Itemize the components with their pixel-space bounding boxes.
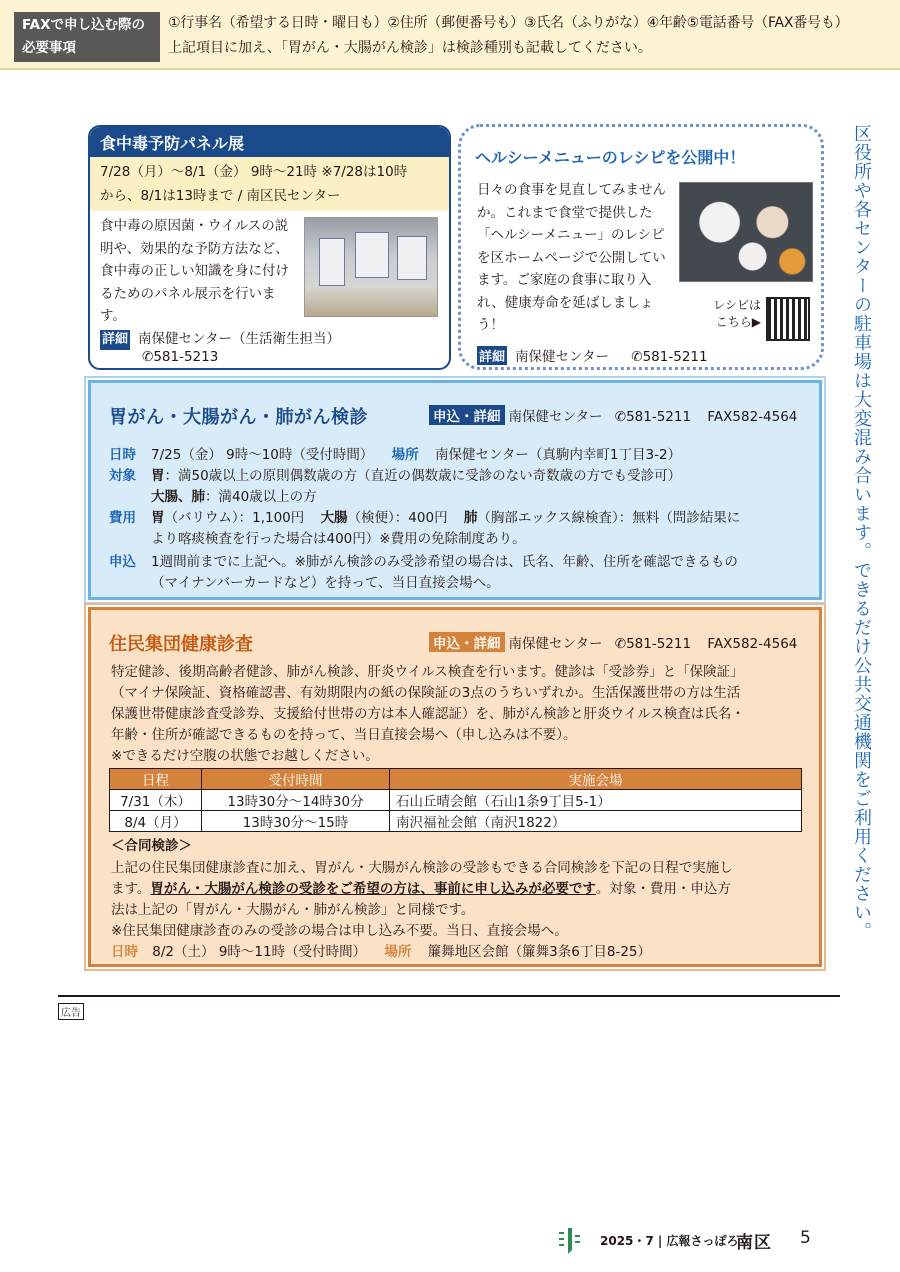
- detail-org: 南保健センター: [515, 349, 609, 365]
- healthy-menu-panel: [458, 124, 824, 370]
- place-label: 場所: [384, 944, 412, 960]
- target-stomach-label: 胃: [151, 468, 165, 484]
- date-label: 日時: [111, 944, 138, 960]
- joint-date-row: [111, 940, 651, 960]
- exhibition-photo: [304, 217, 438, 317]
- joint-line-part: ます。: [111, 881, 151, 897]
- detail-tag: 詳細: [100, 330, 130, 350]
- cancer-fee-row: [109, 506, 740, 526]
- poster-image: [397, 236, 427, 280]
- schedule-table: [109, 768, 802, 832]
- joint-line: 上記の住民集団健康診査に加え、胃がん・大腸がん検診の受診もできる合同検診を下記の日程で実施し: [111, 860, 733, 876]
- apply-org: 南保健センター: [508, 409, 603, 425]
- cell-venue: 南沢福祉会館（南沢1822）: [390, 811, 802, 832]
- phone-icon: ✆: [142, 349, 154, 365]
- phone-icon: ✆: [614, 636, 627, 652]
- fee-stomach: （バリウム）：1,100円: [164, 510, 305, 526]
- detail-org: 南保健センター（生活衛生担当）: [138, 331, 340, 347]
- description-line: （マイナ保険証、資格確認書、有効期限内の紙の保険証の3点のうちいずれか。生活保護世帯の方は生活: [111, 685, 741, 701]
- cancer-apply-row: [109, 550, 738, 570]
- qr-code[interactable]: [766, 297, 810, 341]
- cancer-fee-row2: より喀痰検査を行った場合は400円）※費用の免除制度あり。: [151, 531, 526, 547]
- apply-label: 申込: [109, 554, 136, 570]
- food-panel-tel: [142, 349, 218, 365]
- phone-icon: ✆: [631, 349, 643, 365]
- food-poisoning-panel: [88, 125, 451, 370]
- ward-name: 南区: [736, 1233, 772, 1253]
- place-value: 簾舞地区会館（簾舞3条6丁目8-25）: [427, 944, 652, 960]
- qr-label: [701, 297, 761, 331]
- ad-divider: [58, 995, 840, 997]
- cancer-title: 胃がん・大腸がん・肺がん検診: [109, 407, 368, 428]
- header-date: 日程: [110, 769, 202, 790]
- description-line: 年齢・住所が確認できるものを持って、当日直接会場へ（申し込みは不要）。: [111, 727, 577, 743]
- fax-label: [14, 12, 160, 62]
- fax-required-items: ①行事名（希望する日時・曜日も）②住所（郵便番号も）③氏名（ふりがな）④年齢⑤電話番号（FAX番号も）: [168, 15, 849, 31]
- fax-label-line1: FAXで申し込む際の: [22, 17, 146, 33]
- apply-tag: 申込・詳細: [429, 405, 505, 425]
- description-line: 特定健診、後期高齢者健診、肺がん検診、肝炎ウイルス検査を行います。健診は「受診券」と「保険証」: [111, 664, 744, 680]
- joint-line-part: 。対象・費用・申込方: [595, 881, 731, 897]
- food-panel-body: 食中毒の原因菌・ウイルスの説明や、効果的な予防方法など、食中毒の正しい知識を身に付けるためのパネル展示を行います。: [100, 218, 289, 324]
- description-line: ※できるだけ空腹の状態でお越しください。: [111, 748, 379, 764]
- tel-number: 581-5211: [642, 349, 708, 365]
- joint-line: ※住民集団健康診査のみの受診の場合は申し込み不要。当日、直接会場へ。: [111, 923, 568, 939]
- detail-tag: 詳細: [477, 346, 507, 365]
- food-panel-detail: [100, 329, 340, 350]
- tel-number: 581-5211: [626, 636, 692, 652]
- joint-checkup-text: [111, 858, 806, 942]
- fee-colon: （検便）：400円: [347, 510, 448, 526]
- apply-tag: 申込・詳細: [429, 632, 505, 652]
- fee-label: 費用: [109, 510, 136, 526]
- joint-line: [111, 879, 806, 900]
- apply-line1: 1週間前までに上記へ。※肺がん検診のみ受診希望の場合は、氏名、年齢、住所を確認できるもの: [151, 554, 738, 570]
- resident-description: [111, 662, 806, 767]
- ad-label: 広告: [58, 1003, 84, 1020]
- phone-icon: ✆: [614, 409, 627, 425]
- menu-panel-body: 日々の食事を見直してみませんか。これまで食堂で提供した「ヘルシーメニュー」のレシピを区ホームページで公開しています。ご家庭の食事に取り入れ、健康寿命を延ばしましょう！: [477, 182, 666, 333]
- fee-lung: （胸部エックス線検査）：無料（問診結果に: [477, 510, 741, 526]
- target-colon-label: 大腸、肺: [151, 489, 205, 505]
- issue-label: 2025・7 | 広報さっぽろ: [600, 1234, 739, 1248]
- place-label: 場所: [391, 447, 419, 463]
- fee-colon-label: 大腸: [320, 510, 348, 526]
- fax-number: FAX582-4564: [707, 409, 798, 425]
- fax-label-line2: 必要事項: [22, 40, 76, 56]
- food-date-line2: から、8/1は13時まで / 南区民センター: [100, 188, 341, 204]
- cancer-target-row2: [151, 485, 317, 505]
- cancer-apply-row2: （マイナンバーカードなど）を持って、当日直接会場へ。: [151, 575, 500, 591]
- target-stomach: ：満50歳以上の原則偶数歳の方（直近の偶数歳に受診のない奇数歳の方でも受診可）: [164, 468, 682, 484]
- cancer-screening-panel: [88, 380, 822, 600]
- cell-venue: 石山丘晴会館（石山1条9丁目5-1）: [390, 790, 802, 811]
- cell-date: 8/4（月）: [110, 811, 202, 832]
- target-label: 対象: [109, 468, 136, 484]
- apply-org: 南保健センター: [508, 636, 603, 652]
- fee-lung-label: 肺: [463, 510, 478, 526]
- place-value: 南保健センター（真駒内幸町1丁目3-2）: [434, 447, 682, 463]
- page-number: 5: [800, 1228, 811, 1248]
- tel-number: 581-5213: [153, 349, 219, 365]
- food-panel-title: 食中毒予防パネル展: [90, 127, 449, 157]
- date-value: 7/25（金） 9時〜10時（受付時間）: [151, 447, 374, 463]
- meal-photo: [679, 182, 813, 282]
- resident-title: 住民集団健康診査: [109, 634, 253, 655]
- food-date-line1: 7/28（月）〜8/1（金） 9時〜21時 ※7/28は10時: [100, 164, 408, 180]
- cancer-apply-contact: [429, 405, 797, 425]
- resident-apply-contact: [429, 632, 797, 652]
- joint-line: 法は上記の「胃がん・大腸がん・肺がん検診」と同様です。: [111, 902, 475, 918]
- parking-notice: 区役所や各センターの駐車場は大変混み合います。できるだけ公共交通機関をご利用ください。: [851, 124, 872, 941]
- header-time: 受付時間: [202, 769, 390, 790]
- menu-panel-title: ヘルシーメニューのレシピを公開中！: [475, 148, 746, 167]
- target-colon: ：満40歳以上の方: [205, 489, 317, 505]
- cell-time: 13時30分〜15時: [202, 811, 390, 832]
- table-row: [110, 811, 802, 832]
- header-venue: 実施会場: [390, 769, 802, 790]
- sapporo-logo-icon: [556, 1226, 582, 1254]
- cell-date: 7/31（木）: [110, 790, 202, 811]
- table-header-row: [110, 769, 802, 790]
- joint-emphasis: 胃がん・大腸がん検診の受診をご希望の方は、事前に申し込みが必要です: [150, 881, 596, 897]
- cancer-target-row: [109, 464, 681, 484]
- qr-label-line2: こちら▶: [715, 315, 761, 329]
- resident-health-check-panel: [88, 607, 822, 967]
- fee-stomach-label: 胃: [151, 510, 165, 526]
- fax-requirements-band: [0, 0, 900, 70]
- menu-panel-detail: [477, 345, 708, 365]
- table-row: [110, 790, 802, 811]
- poster-image: [355, 232, 389, 278]
- date-value: 8/2（土） 9時〜11時（受付時間）: [152, 944, 367, 960]
- tel-number: 581-5211: [626, 409, 692, 425]
- description-line: 保護世帯健康診査受診券、支援給付世帯の方は本人確認証）を、肺がん検診と肝炎ウイルス検査は氏名・: [111, 706, 745, 722]
- cell-time: 13時30分〜14時30分: [202, 790, 390, 811]
- cancer-date-row: [109, 443, 681, 463]
- poster-image: [319, 238, 345, 286]
- joint-checkup-title: ＜合同検診＞: [111, 838, 192, 854]
- food-panel-date: [90, 157, 449, 211]
- date-label: 日時: [109, 447, 136, 463]
- qr-label-line1: レシピは: [713, 298, 761, 312]
- fax-number: FAX582-4564: [707, 636, 798, 652]
- fax-additional-note: 上記項目に加え、「胃がん・大腸がん検診」は検診種別も記載してください。: [168, 40, 652, 56]
